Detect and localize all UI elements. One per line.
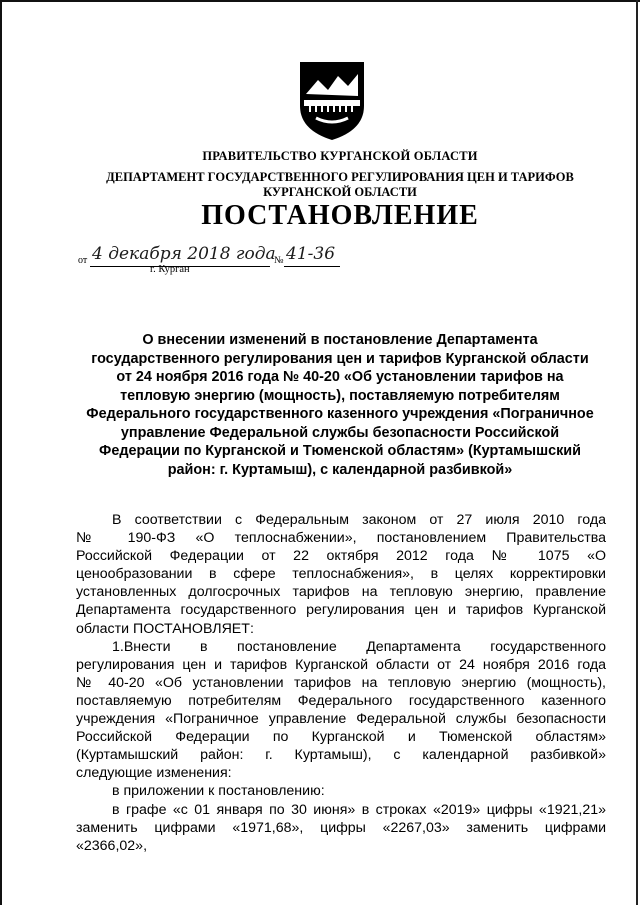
body-text-line: Российской Федерации от 22 октября 2012 года № 1075 «О bbox=[76, 548, 606, 565]
heading-line: управление Федеральной службы безопасности Российской bbox=[120, 424, 560, 441]
heading-line: район: г. Куртамыш), с календарной разбивкой» bbox=[167, 461, 513, 478]
heading-line: тепловую энергию (мощность), поставляемую потребителям bbox=[120, 387, 560, 404]
body-text-line: области ПОСТАНОВЛЯЕТ: bbox=[76, 620, 254, 637]
number-label: № bbox=[274, 255, 284, 266]
body-text-line: 1.Внести в постановление Департамента государственного bbox=[112, 638, 606, 655]
body-text-line: № 40-20 «Об установлении тарифов на тепловую энергию (мощность), bbox=[76, 674, 606, 691]
body-text-line: установленных долгосрочных тарифов на тепловую энергию, правление bbox=[76, 584, 606, 601]
handwritten-date: 4 декабря 2018 года bbox=[92, 244, 276, 264]
heading-line: от 24 ноября 2016 года № 40-20 «Об установлении тарифов на bbox=[116, 369, 564, 385]
body-text-line: ценообразовании в сфере теплоснабжения», в целях корректировки bbox=[76, 566, 606, 583]
body-text-line: в приложении к постановлению: bbox=[112, 783, 325, 800]
body-text-line: Департамента государственного регулирования цен и тарифов Курганской bbox=[76, 602, 606, 619]
city-label: г. Курган bbox=[150, 264, 190, 275]
document-body bbox=[76, 511, 606, 855]
number-underline bbox=[284, 266, 340, 267]
from-label: от bbox=[78, 255, 88, 266]
document-heading bbox=[60, 331, 620, 479]
handwritten-number: 41-36 bbox=[286, 244, 336, 264]
body-text-line: учреждения «Пограничное управление Федеральной службы безопасности bbox=[76, 711, 606, 728]
coat-of-arms-icon bbox=[296, 60, 368, 142]
body-text-line: заменить цифрами «1971,68», цифры «2267,03» заменить цифрами bbox=[76, 819, 606, 836]
body-text-line: регулирования цен и тарифов Курганской области от 24 ноября 2016 года bbox=[76, 656, 606, 673]
scan-border-left bbox=[0, 0, 2, 905]
body-text-line: Российской Федерации по Курганской и Тюменской областям» bbox=[76, 729, 606, 746]
body-text-line: следующие изменения: bbox=[76, 765, 232, 782]
scan-border-top bbox=[0, 0, 640, 2]
heading-line: Федерального государственного казенного учреждения «Пограничное bbox=[86, 406, 594, 422]
body-text-line: (Куртамышский район: г. Куртамыш), с календарной разбивкой» bbox=[76, 747, 606, 764]
heading-line: государственного регулирования цен и тарифов Курганской области bbox=[91, 350, 589, 367]
body-text-line: В соответствии с Федеральным законом от 27 июля 2010 года bbox=[112, 512, 606, 528]
heading-line: Федерации по Курганской и Тюменской областям» (Куртамышский bbox=[99, 443, 581, 459]
department-line: ДЕПАРТАМЕНТ ГОСУДАРСТВЕННОГО РЕГУЛИРОВАНИЯ ЦЕН И ТАРИФОВ bbox=[106, 170, 574, 184]
body-text-line: «2366,02», bbox=[76, 837, 148, 854]
scan-border-right bbox=[636, 0, 638, 905]
body-text-line: № 190-ФЗ «О теплоснабжении», постановлением Правительства bbox=[76, 530, 606, 547]
body-text-line: поставляемую потребителям Федерального государственного казенного bbox=[76, 692, 606, 709]
government-name: ПРАВИТЕЛЬСТВО КУРГАНСКОЙ ОБЛАСТИ bbox=[202, 149, 478, 163]
department-line: КУРГАНСКОЙ ОБЛАСТИ bbox=[263, 185, 417, 199]
body-text-line: в графе «с 01 января по 30 июня» в строках «2019» цифры «1921,21» bbox=[112, 801, 606, 818]
department-name bbox=[0, 170, 640, 200]
heading-line: О внесении изменений в постановление Департамента bbox=[142, 332, 538, 348]
document-type-title: ПОСТАНОВЛЕНИЕ bbox=[201, 200, 479, 231]
